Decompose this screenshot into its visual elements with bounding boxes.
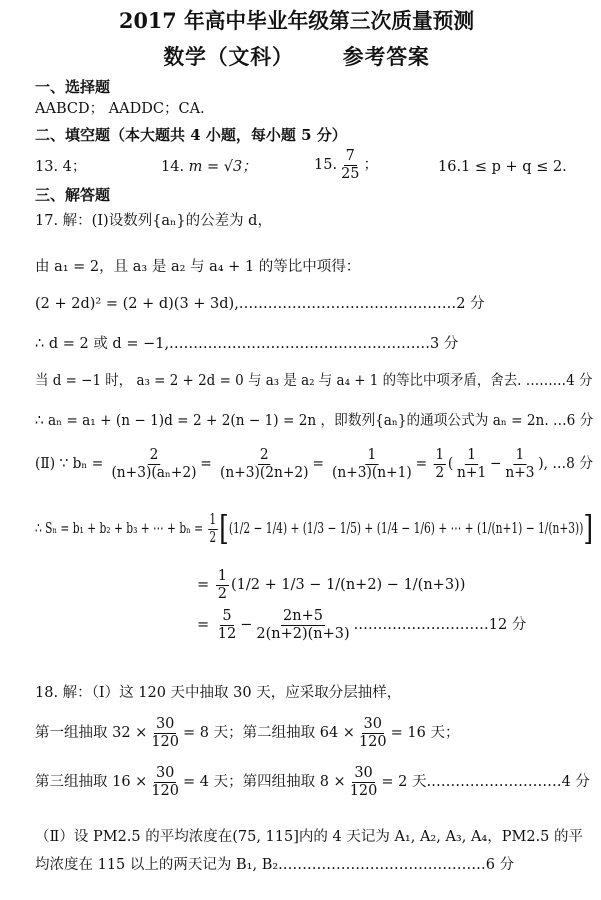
q17-line-8: ∴ Sₙ = b₁ + b₂ + b₃ + ⋯ + bₙ = $\frac{1}{2}$ [(1/2 − 1/4) + (1/3 − 1/5) + (1/4 − 1/6) + ⋯ + (1/(n+1) − 1/(n+3))]: [35, 508, 594, 549]
fraction: $\frac{30}{120}$: [151, 765, 180, 799]
fraction: $\frac{1}{n+3}$: [505, 447, 535, 481]
q18-line-5: 均浓度在 115 以上的两天记为 B₁, B₂.……………………………………6 分: [35, 857, 515, 873]
fill-answer-14-expr: m = √3；: [188, 159, 257, 175]
fraction: $\frac{2}{\text{(n+3)(aₙ+2)}}$: [111, 447, 197, 481]
q17-line-6: ∴ aₙ = a₁ + (n − 1)d = 2 + 2(n − 1) = 2n ，即数列{aₙ}的通项公式为 aₙ = 2n. …6 分: [35, 413, 594, 429]
section-heading-fill: 二、填空题（本大题共 4 小题，每小题 5 分）: [35, 126, 347, 144]
fill-answer-14: [161, 160, 257, 175]
fraction: $\frac{30}{120}$: [151, 716, 180, 750]
section-heading-choice: 一、选择题: [35, 78, 111, 96]
section-heading-solve: 三、解答题: [35, 186, 111, 204]
q17-line-5: 当 d = −1 时， a₃ = 2 + 2d = 0 与 a₃ 是 a₂ 与 a₄ + 1 的等比中项矛盾，舍去. ………4 分: [35, 373, 593, 389]
fraction-7-25: $\frac{7}{25}$: [341, 148, 360, 182]
fill-answer-13: 13. 4；: [35, 159, 87, 175]
fraction-one-half: $\frac{1}{2}$: [217, 568, 227, 602]
q17-line-4: ∴ d = 2 或 d = −1,………………………………………………3 分: [35, 336, 459, 352]
fraction: $\frac{5}{12}$: [217, 608, 237, 642]
q17-line-7: (Ⅱ) ∵ bₙ = $\frac{2}{\text{(n+3)(aₙ+2)}}$ = $\frac{2}{(n+3)(2n+2)}$ = $\frac{1}{(n+3)(n+1)}$ = $\frac{1}{2}$ ( $\frac{1}{n+1}$ − $\frac{1}{n+3}$ ), …8 分: [35, 447, 594, 481]
fraction: $\frac{2}{(n+3)(2n+2)}$: [220, 447, 309, 481]
q18-line-4: （Ⅱ）设 PM2.5 的平均浓度在(75, 115]内的 4 天记为 A₁, A₂, A₃, A₄，PM2.5 的平: [35, 829, 584, 845]
q17-line-2: 由 a₁ = 2，且 a₃ 是 a₂ 与 a₄ + 1 的等比中项得：: [35, 259, 361, 275]
page-subtitle: 数学（文科） 参考答案: [163, 44, 430, 69]
fraction: $\frac{30}{120}$: [349, 765, 378, 799]
q17-line-1: 17. 解：(Ⅰ)设数列{aₙ}的公差为 d，: [35, 213, 272, 229]
fill-answer-14-number: 14.: [161, 159, 185, 175]
fraction: $\frac{30}{120}$: [358, 716, 387, 750]
fill-answer-15-number: 15.: [314, 157, 338, 174]
q17-line-3: (2 + 2d)² = (2 + d)(3 + 3d),………………………………………2 分: [35, 296, 485, 312]
q18-line-3: 第三组抽取 16 × $\frac{30}{120}$ = 4 天；第四组抽取 8 × $\frac{30}{120}$ = 2 天.………………………4 分: [35, 765, 590, 799]
fraction: $\frac{1}{2}$: [435, 447, 445, 481]
choice-answers: AABCD； AADDC；CA.: [35, 101, 205, 117]
q17-line-9: = $\frac{1}{2}$ (1/2 + 1/3 − 1/(n+2) − 1/(n+3)): [197, 568, 466, 602]
fraction: $\frac{1}{n+1}$: [457, 447, 487, 481]
fraction: $\frac{2n+5}{2(n+2)(n+3)}$: [256, 608, 350, 642]
q18-line-1: 18. 解：（Ⅰ）这 120 天中抽取 30 天，应采取分层抽样，: [35, 685, 402, 701]
fraction-one-half: $\frac{1}{2}$: [209, 512, 217, 546]
q18-line-2: 第一组抽取 32 × $\frac{30}{120}$ = 8 天；第二组抽取 64 × $\frac{30}{120}$ = 16 天；: [35, 716, 460, 750]
q17-line-10: = $\frac{5}{12}$ − $\frac{2n+5}{2(n+2)(n+3)}$ .………………………12 分: [197, 608, 527, 642]
fill-answer-16: 16.1 ≤ p + q ≤ 2.: [438, 159, 567, 175]
fill-answer-15: 15. $\frac{7}{25}$ ；: [314, 148, 379, 182]
page-title: 2017 年高中毕业年级第三次质量预测: [119, 8, 475, 33]
fraction: $\frac{1}{(n+3)(n+1)}$: [332, 447, 412, 481]
